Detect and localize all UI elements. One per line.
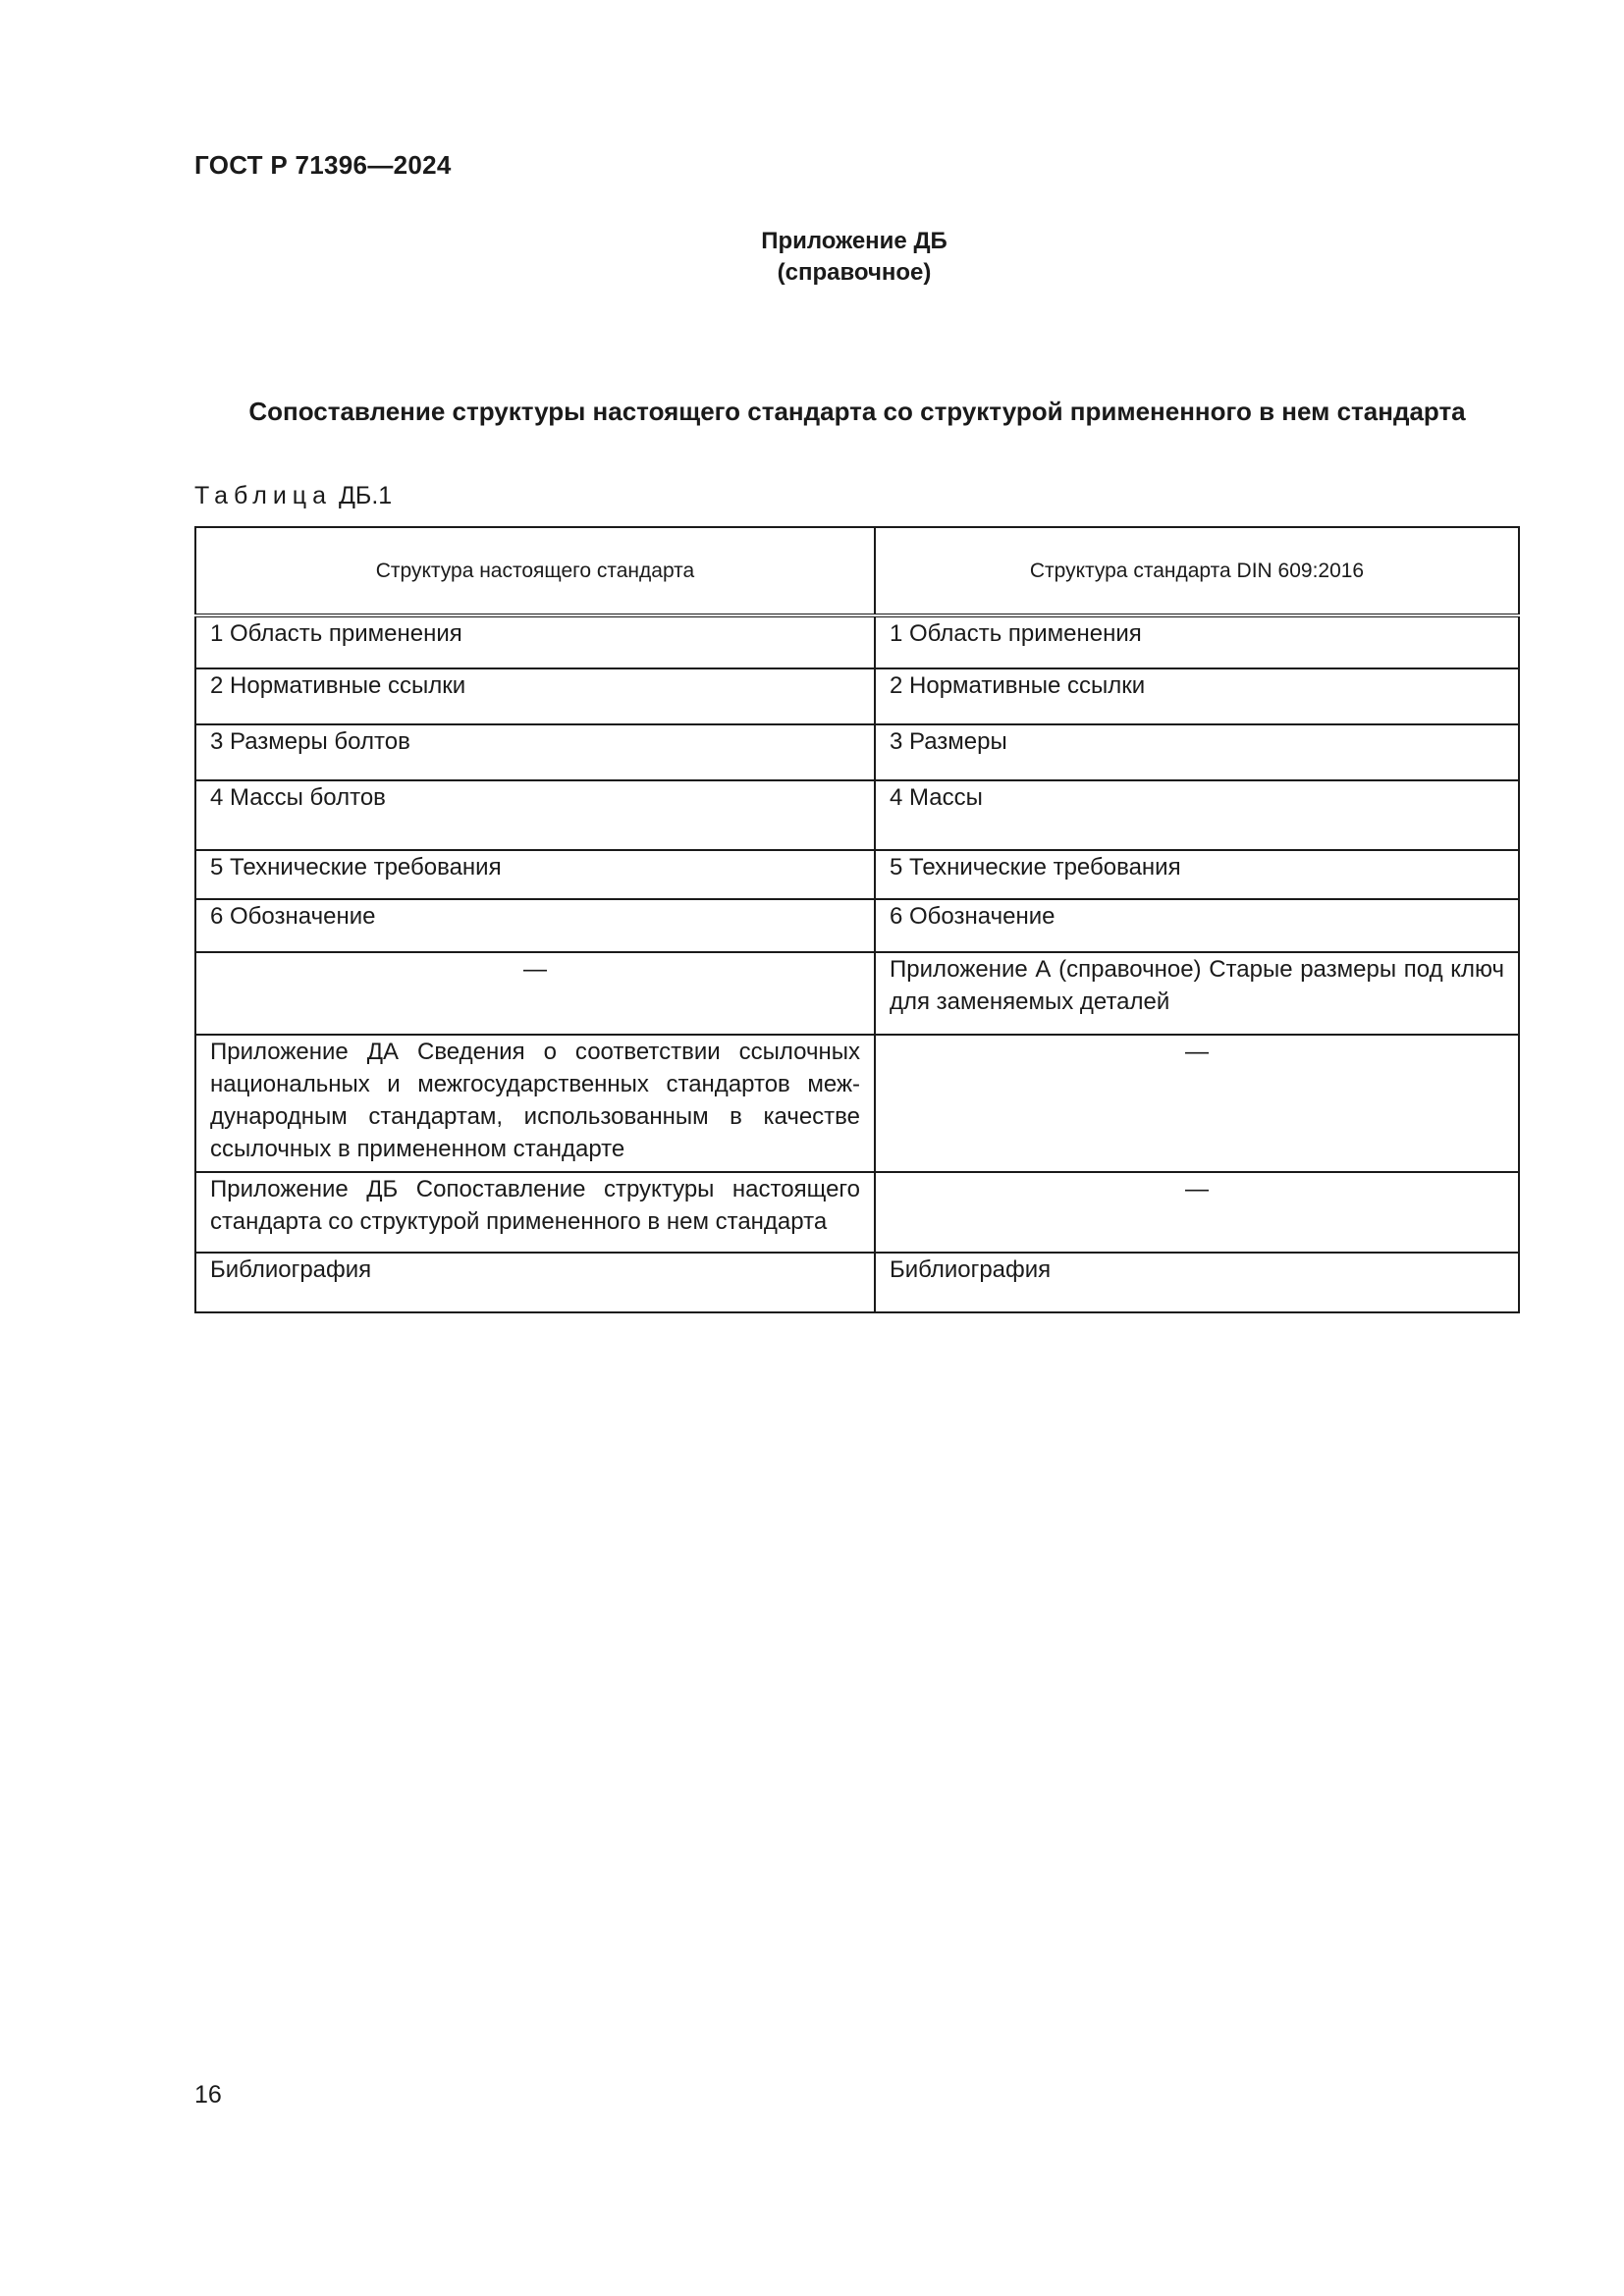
table-row [195, 724, 1519, 780]
table-row [195, 899, 1519, 952]
table-cell-right: 2 Нормативные ссылки [875, 668, 1519, 724]
table-caption-id: ДБ.1 [338, 482, 393, 509]
table-cell-left: 2 Нормативные ссылки [195, 668, 875, 724]
table-row [195, 850, 1519, 899]
table-cell-left: 3 Размеры болтов [195, 724, 875, 780]
table-row [195, 1172, 1519, 1253]
table-cell-right: — [875, 1035, 1519, 1172]
table-cell-left: Приложение ДБ Сопоставление структуры настоящего стандарта со структурой примененного в нем стандарта [195, 1172, 875, 1253]
table-cell-right: 6 Обозначение [875, 899, 1519, 952]
table-cell-left: 1 Область применения [195, 615, 875, 668]
table-cell-right: Приложение А (справочное) Старые размеры под ключ для заменяемых деталей [875, 952, 1519, 1035]
appendix-header [0, 226, 1624, 289]
table-cell-right: Библиография [875, 1253, 1519, 1312]
table-row [195, 1253, 1519, 1312]
document-code: ГОСТ Р 71396—2024 [194, 150, 452, 180]
table-cell-right: 4 Массы [875, 780, 1519, 850]
column-header-din-standard: Структура стандарта DIN 609:2016 [875, 527, 1519, 615]
table-cell-right: 1 Область применения [875, 615, 1519, 668]
table-cell-right: 3 Размеры [875, 724, 1519, 780]
table-cell-right: 5 Технические требования [875, 850, 1519, 899]
page-number: 16 [194, 2081, 222, 2109]
table-cell-left: Библиография [195, 1253, 875, 1312]
table-cell-left: 6 Обозначение [195, 899, 875, 952]
appendix-name: Приложение ДБ [761, 228, 947, 254]
table-row [195, 780, 1519, 850]
appendix-title: Сопоставление структуры настоящего стандарта со структурой примененного в нем стандарта [248, 397, 1466, 426]
table-cell-left: Приложение ДА Сведения о соответствии ссылочных национальных и межгосударственных стандартов международным стандартам, использованным в качестве ссылочных в примененном стандарте [195, 1035, 875, 1172]
table-row [195, 952, 1519, 1035]
table-row [195, 668, 1519, 724]
appendix-type: (справочное) [777, 259, 932, 286]
table-header-row [195, 527, 1519, 615]
table-row [195, 1035, 1519, 1172]
column-header-current-standard: Структура настоящего стандарта [195, 527, 875, 615]
table-row [195, 615, 1519, 668]
table-caption-word: Таблица [194, 482, 333, 509]
table-cell-left: 5 Технические требования [195, 850, 875, 899]
table-cell-left: 4 Массы болтов [195, 780, 875, 850]
table-caption [194, 482, 392, 510]
table-cell-right: — [875, 1172, 1519, 1253]
structure-comparison-table [194, 526, 1520, 1313]
table-cell-left: — [195, 952, 875, 1035]
